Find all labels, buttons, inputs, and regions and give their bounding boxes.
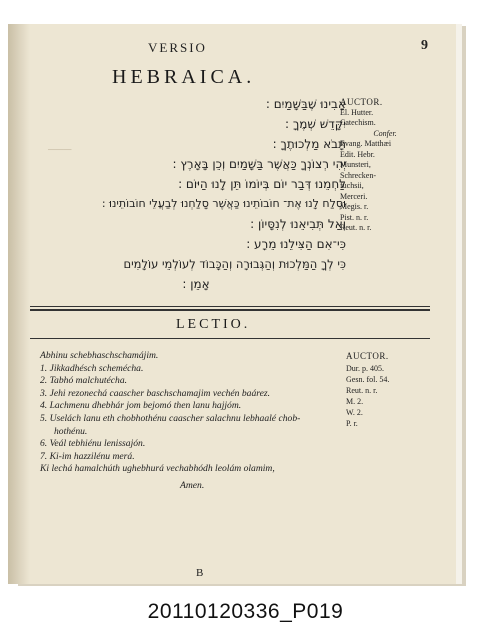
auctor-note: M. 2. xyxy=(346,397,364,406)
auctor-note: Reut. n. r. xyxy=(340,223,372,232)
running-head: VERSIO xyxy=(148,40,207,55)
auctor-note: fuchsii, xyxy=(340,181,364,190)
hebrew-line: וּסְלַח לָנוּ אֶת־ חוֹבוֹתֵינוּ כַּאֲשֶׁר סָלַחְנוּ לְבַעֲלֵי חוֹבוֹתֵינוּ : xyxy=(101,197,346,210)
auctor-note: Megis. r. xyxy=(340,202,369,211)
hebrew-line: אָמֵן : xyxy=(182,277,210,291)
auctor-note: Catechism. xyxy=(340,118,376,127)
latin-line: 3. Jehi rezonechá caascher baschschamajim vechén baárez. xyxy=(40,387,271,399)
latin-line: 7. Ki-im hazzilénu merá. xyxy=(40,450,135,462)
amen-line: Amen. xyxy=(180,479,205,491)
auctor-note: Schrecken- xyxy=(340,170,376,180)
hebrew-prayer-text xyxy=(46,94,346,294)
latin-line: 2. Tabhó malchutécha. xyxy=(40,375,128,387)
divider-rule xyxy=(30,309,430,311)
divider-rule xyxy=(30,338,430,339)
auctor-heading: AUCTOR. xyxy=(340,97,383,107)
auctor-heading: AUCTOR. xyxy=(346,351,389,361)
auctor-note: Munsteri, xyxy=(340,160,371,169)
auctor-note: Edit. Hebr. xyxy=(340,149,375,159)
latin-line: Abhinu schebhaschschamájim. xyxy=(40,350,159,361)
hebrew-line: יְהִי רְצוֹנְךָ כַּאֲשֶׁר בַּשָּׁמַיִם וְכֵן בָּאָרֶץ : xyxy=(172,157,346,171)
auctor-note: Confer. xyxy=(373,128,397,138)
section-title: HEBRAICA. xyxy=(112,66,256,88)
page-gutter xyxy=(8,24,30,584)
auctor-note: Gesn. fol. 54. xyxy=(346,375,390,384)
auctor-note: El. Hutter. xyxy=(340,107,374,117)
latin-line: 6. Veál tebhiénu lenissajón. xyxy=(40,438,146,450)
hebrew-line: אָבִינוּ שֶׁבַּשָּׁמַיִם : xyxy=(265,97,346,111)
hebrew-line: כִּי־אִם הַצִּילֵנוּ מֵרָע : xyxy=(246,237,346,251)
hebrew-line: כִּי לְךָ הַמַּלְכוּת וְהַגְּבוּרָה וְהַכָּבוֹד לְעוֹלְמֵי עוֹלָמִים xyxy=(123,257,346,271)
latin-line: hothénu. xyxy=(54,425,88,437)
hebrew-line: לַחְמֵנוּ דְּבַר יוֹם בְּיוֹמוֹ תֵּן לָנוּ הַיּוֹם : xyxy=(178,177,346,191)
hebrew-line: וְאַל תְּבִיאֵנוּ לְנִסָּיוֹן : xyxy=(250,217,346,231)
auctor-note: Reut. n. r. xyxy=(346,386,378,395)
hebrew-line: תָּבֹא מַלְכוּתֶךָ : xyxy=(272,137,346,151)
lectio-heading: LECTIO. xyxy=(176,317,251,332)
auctor-note: P. r. xyxy=(346,419,358,428)
auctor-notes-latin xyxy=(346,351,416,429)
auctor-note: Merceri. xyxy=(340,191,368,201)
latin-transliteration xyxy=(40,350,340,493)
page-number: 9 xyxy=(421,38,428,53)
latin-line: 1. Jikkadhésch schemécha. xyxy=(40,362,144,374)
latin-line: Ki lechá hamalchúth ughebhurá vechabhódh leolám olamim, xyxy=(40,463,275,475)
bleed-through-text: ─── xyxy=(48,144,72,156)
divider-rule xyxy=(30,306,430,307)
signature-mark: B xyxy=(196,567,204,579)
auctor-note: Pist. n. r. xyxy=(340,212,369,222)
hebrew-line: יִקָּדֵשׁ שְׁמֶךָ : xyxy=(284,117,346,131)
book-page xyxy=(8,24,456,584)
latin-line: 5. Uselách lanu eth chobhothénu caascher salachnu lebhaalé chob- xyxy=(40,412,301,424)
auctor-notes-hebrew xyxy=(340,97,430,234)
auctor-note: W. 2. xyxy=(346,408,363,417)
image-caption: 20110120336_P019 xyxy=(147,600,344,623)
auctor-note: Evang. Matthæi xyxy=(340,139,392,148)
latin-line: 4. Lachmenu dhebhár jom bejomó then lanu hajjóm. xyxy=(40,400,242,412)
auctor-note: Dur. p. 405. xyxy=(346,364,384,373)
